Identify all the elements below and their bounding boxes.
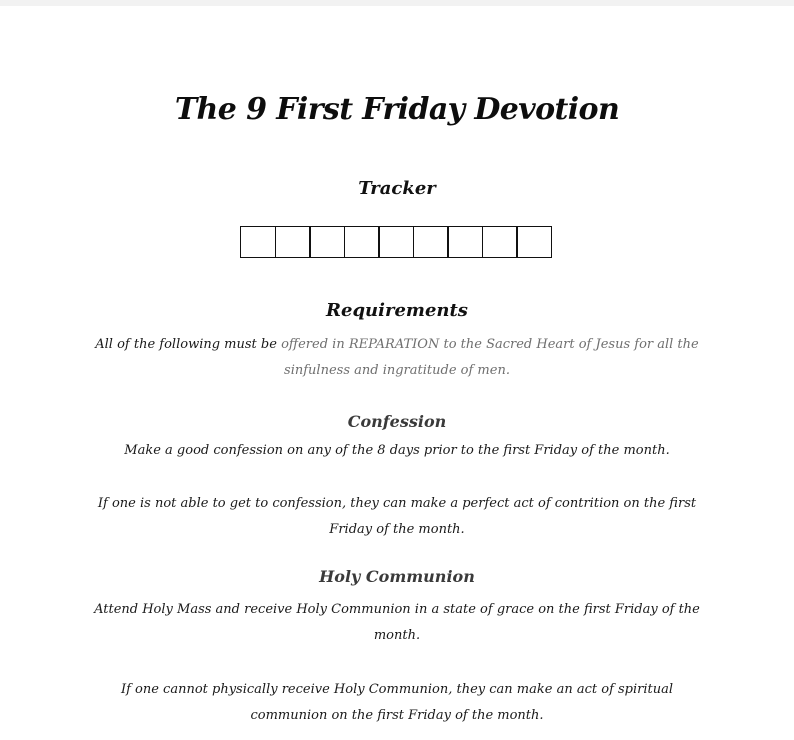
- confession-heading: Confession: [347, 412, 447, 431]
- confession-paragraph-1: Make a good confession on any of the 8 days prior to the first Friday of the month.: [124, 443, 670, 458]
- tracker-box-2[interactable]: [275, 226, 311, 258]
- requirements-intro-part1: All of the following must be: [95, 337, 282, 352]
- tracker-box-6[interactable]: [413, 226, 449, 258]
- tracker-label: Tracker: [358, 178, 436, 199]
- tracker-grid: [240, 226, 558, 258]
- communion-paragraph-2: If one cannot physically receive Holy Communion, they can make an act of spiritual communion on the first Friday of the month.: [120, 682, 674, 723]
- tracker-box-8[interactable]: [482, 226, 518, 258]
- requirements-heading: Requirements: [326, 300, 468, 321]
- tracker-box-4[interactable]: [344, 226, 380, 258]
- tracker-box-9[interactable]: [516, 226, 552, 258]
- tracker-box-1[interactable]: [240, 226, 276, 258]
- requirements-intro: [90, 332, 704, 384]
- tracker-box-5[interactable]: [378, 226, 414, 258]
- communion-paragraph-1: Attend Holy Mass and receive Holy Communion in a state of grace on the first Friday of the month.: [94, 602, 700, 643]
- communion-heading: Holy Communion: [319, 567, 475, 586]
- tracker-box-7[interactable]: [447, 226, 483, 258]
- tracker-box-3[interactable]: [309, 226, 345, 258]
- confession-paragraph-2: If one is not able to get to confession, they can make a perfect act of contrition on the first Friday of the month.: [97, 496, 697, 537]
- requirements-intro-part2: offered in REPARATION to the Sacred Heart of Jesus for all the sinfulness and ingratitude of men.: [281, 337, 699, 378]
- document-title: The 9 First Friday Devotion: [174, 92, 620, 127]
